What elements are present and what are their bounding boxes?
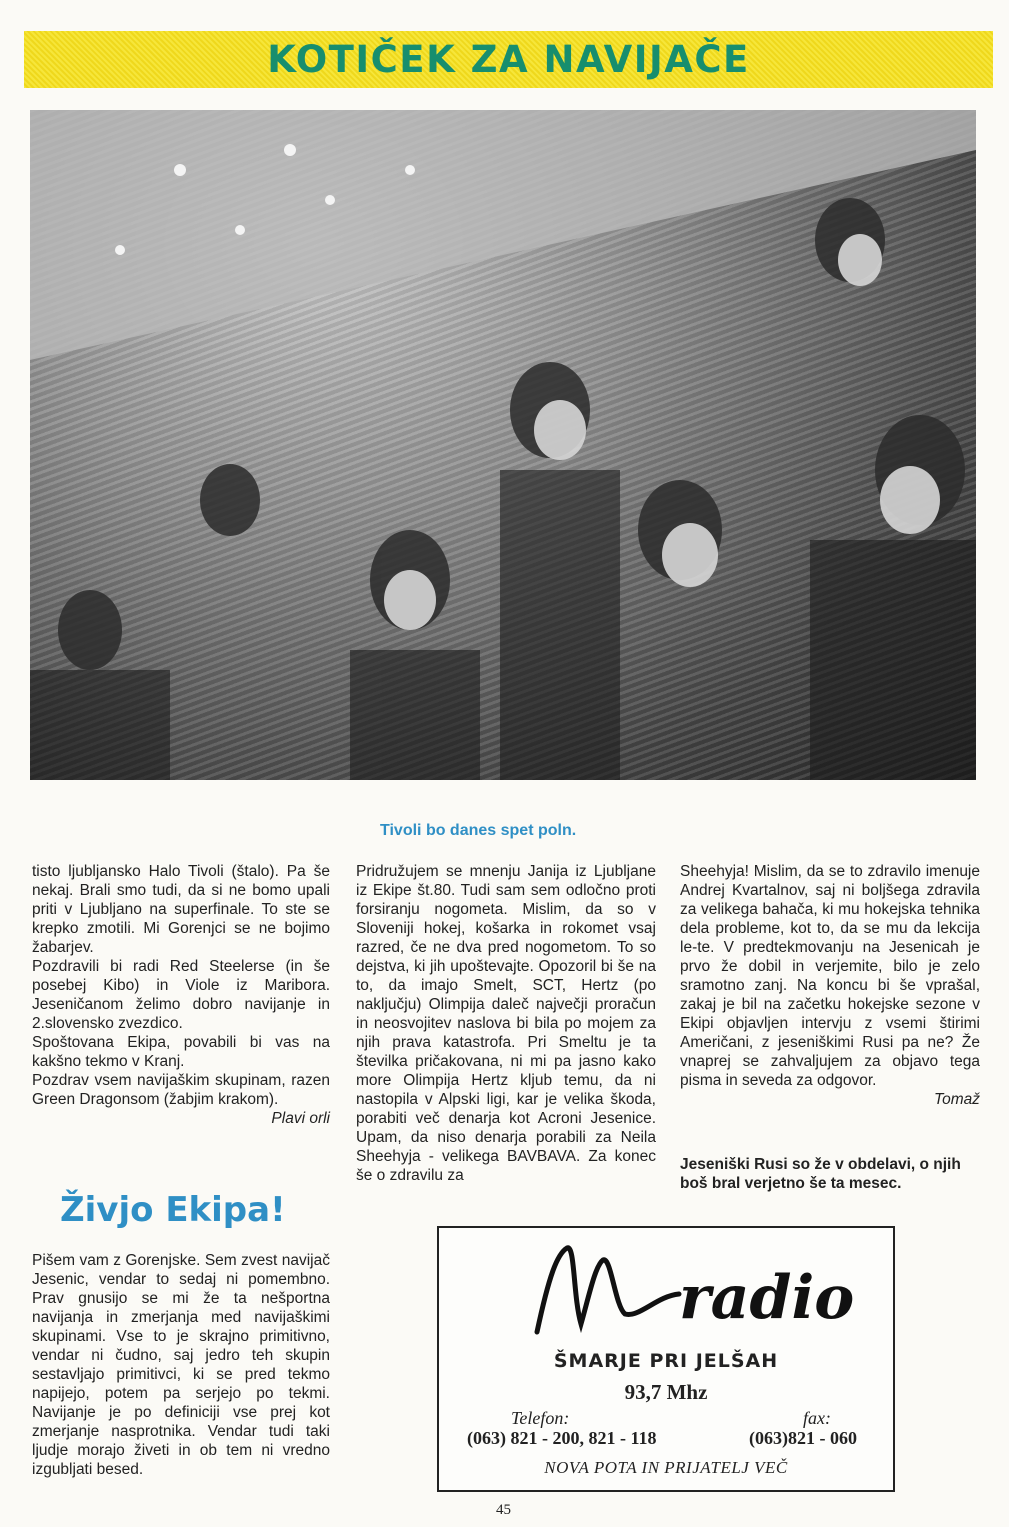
article-column-2 — [356, 862, 656, 1185]
radio-advertisement — [437, 1226, 895, 1492]
paragraph: Pozdravili bi radi Red Steelerse (in še posebej Kibo) in Viole iz Maribora. Jeseničanom želimo dobro navijanje in 2.slovensko zvezdico. — [32, 958, 330, 1032]
paragraph: Sheehyja! Mislim, da se to zdravilo imenuje Andrej Kvartalnov, saj ni boljšega zdravila za velikega bahača, ki mu hokejska tehnika dela probleme, kot to, da se mu da lekcija le-te. V predtekmovanju na Jesenicah je prvo že dobil in verjemite, bilo je zelo sramotno zanj. Na koncu bi še vprašal, zakaj je bil na začetku hokejske sezone v Ekipi objavljen intervju z vsemi štirimi Američani, z jeseniškimi Rusi pa ne? Že vnaprej se zahvaljujem za objavo tega pisma in seveda za odgovor. — [680, 863, 980, 1089]
paragraph: Pridružujem se mnenju Janija iz Ljubljane iz Ekipe št.80. Tudi sam sem odločno proti forsiranju nogometa. Mislim, da so v Sloveniji hokej, košarka in rokomet vsaj razred, če ne dva pred nogometom. To so dejstva, ki jih upoštevajte. Opozoril bi še na to, da imajo Smelt, SCT, Hertz (po naključju) Olimpija daleč največji proračun in neosvojitev naslova bi bila po mojem za njih prava katastrofa. Pri Smeltu je ta številka pričakovana, ni mi pa jasno kako more Olimpija Hertz kljub temu, da ni nastopila v Alpski ligi, kar je velika škoda, porabiti več denarja kot Acroni Jesenice. Upam, da niso denarja porabili za Neila Sheehyja - velikega BAVBAVA. Za konec še o zdravilu za — [356, 863, 656, 1184]
paragraph: Pozdrav vsem navijaškim skupinam, razen Green Dragonsom (žabjim krakom). — [32, 1072, 330, 1108]
article-column-1 — [32, 862, 330, 1128]
photo-caption: Tivoli bo danes spet poln. — [380, 822, 577, 839]
crowd-photo-illustration — [30, 110, 976, 780]
ad-town: ŠMARJE PRI JELŠAH — [553, 1350, 779, 1372]
header-banner — [24, 31, 993, 88]
logo-text: radio — [679, 1263, 855, 1333]
ad-frequency: 93,7 Mhz — [624, 1380, 708, 1404]
ad-slogan: NOVA POTA IN PRIJATELJ VEČ — [544, 1458, 788, 1477]
page-number: 45 — [496, 1502, 511, 1518]
radio-logo — [529, 1236, 855, 1346]
ad-telephone: (063) 821 - 200, 821 - 118 — [467, 1428, 657, 1448]
page-title: KOTIČEK ZA NAVIJAČE — [267, 38, 750, 81]
letter-body: Pišem vam z Gorenjske. Sem zvest navijač Jesenic, vendar to sedaj ni pomembno. Prav gnusijo se mi že ta nešportna navijanja in zmerjanja med navijaškimi skupinami. Vse to je skrajno primitivno, vendar ni čudno, saj jedro teh skupin sestavljajo primitivci, ki se pred tekmo napijejo, potem pa serjejo po tekmi. Navijanje je po definiciji vse prej kot zmerjanje nasprotnika. Vendar tudi taki ljudje morajo živeti in ob tem ni vredno izgubljati besed. — [32, 1252, 330, 1478]
article-column-3 — [680, 862, 980, 1109]
paragraph: tisto ljubljansko Halo Tivoli (štalo). Pa še nekaj. Brali smo tudi, da si ne bomo upali priti v Ljubljano na superfinale. To ste se krepko zmotili. Mi Gorenjci se ne bojimo žabarjev. — [32, 863, 330, 956]
ad-fax: (063)821 - 060 — [749, 1428, 857, 1448]
letter-headline: Živjo Ekipa! — [60, 1190, 286, 1230]
ad-telephone-label: Telefon: — [511, 1408, 570, 1428]
signature: Tomaž — [934, 1091, 980, 1108]
editor-note: Jeseniški Rusi so že v obdelavi, o njih boš bral verjetno še ta mesec. — [680, 1156, 961, 1192]
paragraph: Spoštovana Ekipa, povabili bi vas na kakšno tekmo v Kranj. — [32, 1034, 330, 1070]
ad-fax-label: fax: — [803, 1408, 831, 1428]
signature: Plavi orli — [271, 1110, 330, 1127]
crowd-photo — [30, 110, 976, 780]
